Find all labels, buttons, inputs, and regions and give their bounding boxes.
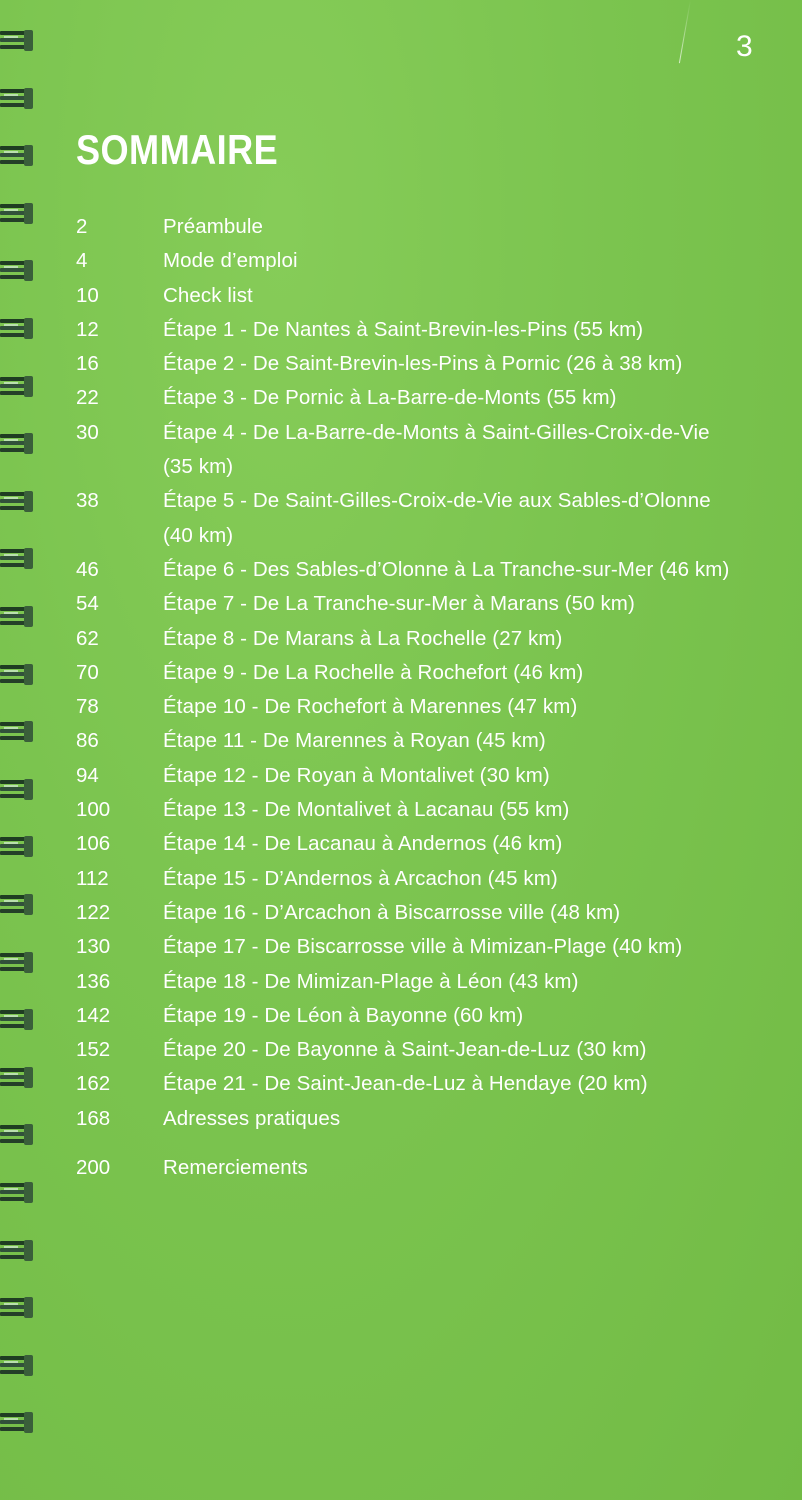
spiral-binding-ring-icon (0, 431, 34, 455)
toc-entry-title: Étape 16 - D’Arcachon à Biscarrosse ville (48 km) (163, 900, 621, 924)
toc-entry (76, 1033, 776, 1067)
toc-entry (76, 313, 776, 347)
spiral-binding (0, 0, 40, 1500)
toc-entry-title: Mode d’emploi (163, 249, 298, 273)
toc-page-number: 94 (76, 763, 99, 787)
toc-page-number: 152 (76, 1038, 111, 1062)
toc-page-number: 200 (76, 1156, 111, 1180)
spiral-binding-ring-icon (0, 662, 34, 686)
toc-entry (76, 759, 776, 793)
toc-entry (76, 279, 776, 313)
toc-page-number: 86 (76, 729, 99, 753)
toc-entry-title: Étape 9 - De La Rochelle à Rochefort (46 km) (163, 660, 584, 684)
toc-entry-title: Étape 6 - Des Sables-d’Olonne à La Tranche-sur-Mer (46 km) (163, 557, 730, 581)
toc-entry (76, 1151, 776, 1185)
toc-entry-title: Étape 10 - De Rochefort à Marennes (47 km) (163, 695, 578, 719)
toc-entry-title: Étape 14 - De Lacanau à Andernos (46 km) (163, 832, 563, 856)
toc-entry (76, 381, 776, 415)
toc-entry (76, 347, 776, 381)
toc-page-number: 16 (76, 352, 99, 376)
toc-entry (76, 416, 776, 450)
toc-entry (76, 1102, 776, 1136)
toc-entry-title: Remerciements (163, 1156, 308, 1180)
toc-page-number: 162 (76, 1072, 111, 1096)
spiral-binding-ring-icon (0, 201, 34, 225)
toc-page-number: 54 (76, 592, 99, 616)
toc-entry-title: Préambule (163, 215, 264, 238)
toc-entry-title: Étape 5 - De Saint-Gilles-Croix-de-Vie aux Sables-d’Olonne (163, 489, 711, 513)
toc-entry (76, 622, 776, 656)
toc-entry (76, 965, 776, 999)
toc-entry (76, 553, 776, 587)
toc-page-number: 106 (76, 832, 111, 856)
toc-page-number: 112 (76, 866, 109, 890)
toc-page-number: 12 (76, 317, 99, 341)
toc-entry-continuation-text: (35 km) (163, 455, 234, 479)
toc-page-number: 10 (76, 283, 99, 307)
spiral-binding-ring-icon (0, 28, 34, 52)
toc-entry-title: Étape 2 - De Saint-Brevin-les-Pins à Pornic (26 à 38 km) (163, 352, 683, 376)
spiral-binding-ring-icon (0, 1238, 34, 1262)
toc-entry (76, 244, 776, 278)
page-number: 3 (736, 30, 753, 63)
toc-page-number: 4 (76, 249, 88, 273)
toc-entry (76, 1067, 776, 1101)
toc-entry-title: Étape 8 - De Marans à La Rochelle (27 km) (163, 626, 563, 650)
spiral-binding-ring-icon (0, 892, 34, 916)
spiral-binding-ring-icon (0, 546, 34, 570)
toc-entry-title: Étape 4 - De La-Barre-de-Monts à Saint-Gilles-Croix-de-Vie (163, 420, 710, 444)
toc-entry (76, 587, 776, 621)
spiral-binding-ring-icon (0, 489, 34, 513)
spiral-binding-ring-icon (0, 374, 34, 398)
toc-entry-title: Étape 12 - De Royan à Montalivet (30 km) (163, 763, 550, 787)
spiral-binding-ring-icon (0, 258, 34, 282)
toc-entry-title: Étape 1 - De Nantes à Saint-Brevin-les-Pins (55 km) (163, 317, 644, 341)
toc-page-number: 2 (76, 215, 88, 238)
toc-entry-title: Étape 7 - De La Tranche-sur-Mer à Marans (50 km) (163, 592, 635, 616)
toc-page-number: 122 (76, 900, 111, 924)
toc-entry (76, 793, 776, 827)
spiral-binding-ring-icon (0, 316, 34, 340)
toc-entry-continuation (76, 450, 776, 484)
toc-entry (76, 656, 776, 690)
spiral-binding-ring-icon (0, 1180, 34, 1204)
spiral-binding-ring-icon (0, 1295, 34, 1319)
toc-page-number: 62 (76, 626, 99, 650)
toc-entry-title: Étape 17 - De Biscarrosse ville à Mimizan-Plage (40 km) (163, 935, 683, 959)
spiral-binding-ring-icon (0, 777, 34, 801)
toc-entry-title: Check list (163, 283, 253, 307)
spiral-binding-ring-icon (0, 604, 34, 628)
spiral-binding-ring-icon (0, 834, 34, 858)
spiral-binding-ring-icon (0, 143, 34, 167)
toc-entry-continuation-text: (40 km) (163, 523, 234, 547)
spiral-binding-ring-icon (0, 719, 34, 743)
toc-entry-title: Étape 3 - De Pornic à La-Barre-de-Monts (55 km) (163, 386, 617, 410)
spiral-binding-ring-icon (0, 1353, 34, 1377)
toc-page-number: 38 (76, 489, 99, 513)
toc-entry (76, 724, 776, 758)
toc-entry-title: Étape 18 - De Mimizan-Plage à Léon (43 km) (163, 969, 579, 993)
toc-entry-title: Adresses pratiques (163, 1106, 341, 1130)
page-title: SOMMAIRE (76, 126, 279, 173)
toc-entry (76, 862, 776, 896)
toc-entry-title: Étape 19 - De Léon à Bayonne (60 km) (163, 1003, 524, 1027)
toc-entry (76, 484, 776, 518)
toc-entry-title: Étape 21 - De Saint-Jean-de-Luz à Hendaye (20 km) (163, 1072, 648, 1096)
spiral-binding-ring-icon (0, 1065, 34, 1089)
toc-entry-continuation (76, 519, 776, 553)
toc-page-number: 46 (76, 557, 99, 581)
toc-page-number: 70 (76, 660, 99, 684)
toc-entry (76, 827, 776, 861)
toc-page-number: 130 (76, 935, 111, 959)
toc-page-number: 136 (76, 969, 111, 993)
spiral-binding-ring-icon (0, 950, 34, 974)
toc-page-number: 142 (76, 1003, 111, 1027)
page-fold-line (679, 0, 691, 63)
toc-entry-title: Étape 15 - D’Andernos à Arcachon (45 km) (163, 866, 558, 890)
spiral-binding-ring-icon (0, 1007, 34, 1031)
toc-entry-title: Étape 11 - De Marennes à Royan (45 km) (163, 729, 546, 753)
spiral-binding-ring-icon (0, 1122, 34, 1146)
toc-page-number: 100 (76, 798, 111, 822)
toc-page-number: 78 (76, 695, 99, 719)
toc-entry (76, 210, 776, 244)
toc-entry-title: Étape 20 - De Bayonne à Saint-Jean-de-Luz (30 km) (163, 1038, 647, 1062)
table-of-contents (76, 210, 776, 1219)
toc-entry (76, 896, 776, 930)
toc-entry-title: Étape 13 - De Montalivet à Lacanau (55 km) (163, 798, 570, 822)
toc-entry (76, 999, 776, 1033)
toc-page-number: 30 (76, 420, 99, 444)
spiral-binding-ring-icon (0, 86, 34, 110)
toc-entry (76, 690, 776, 724)
toc-page-number: 168 (76, 1106, 111, 1130)
toc-page-number: 22 (76, 386, 99, 410)
spiral-binding-ring-icon (0, 1410, 34, 1434)
toc-entry (76, 930, 776, 964)
